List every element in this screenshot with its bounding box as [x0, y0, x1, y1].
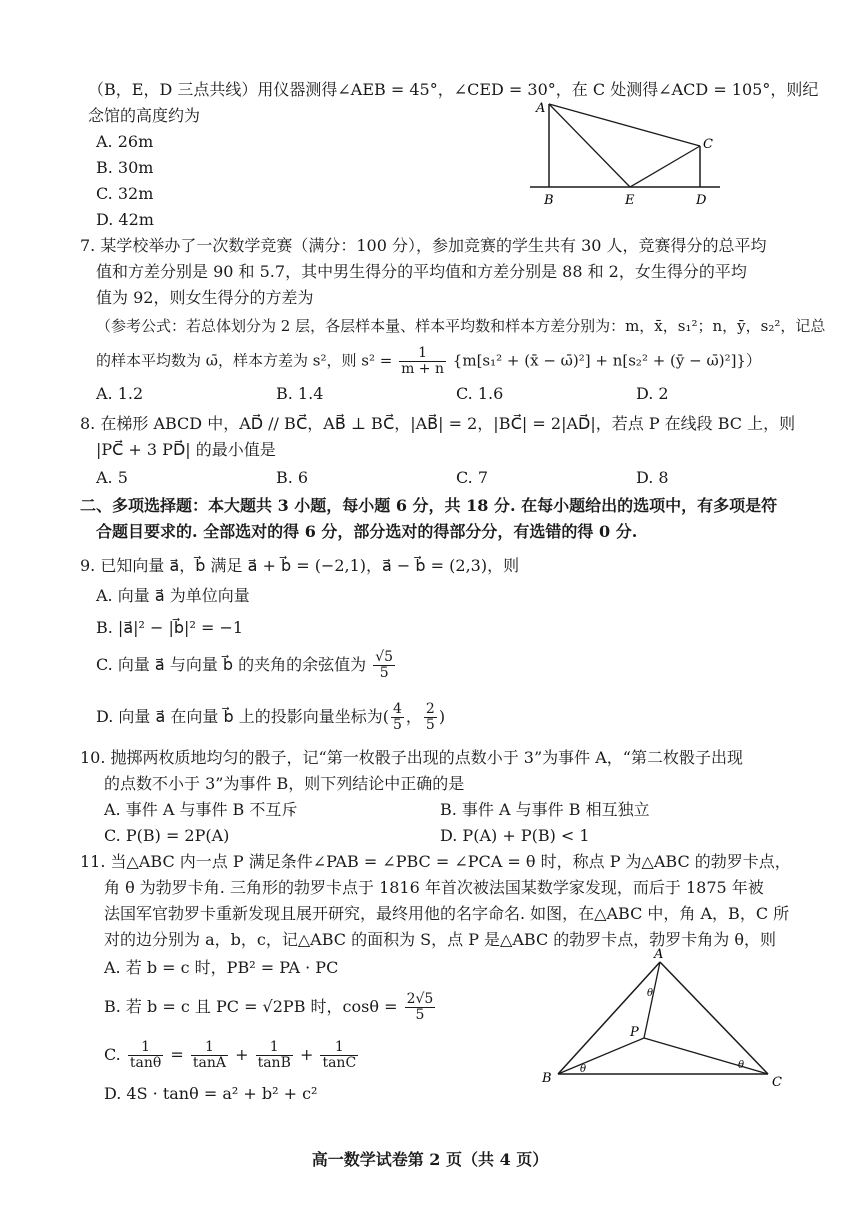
q8-option-a: A. 5	[96, 468, 128, 487]
q11-line1: 11. 当△ABC 内一点 P 满足条件∠PAB = ∠PBC = ∠PCA = θ 时，称点 P 为△ABC 的勃罗卡点，	[80, 852, 791, 871]
q11-theta-c: θ	[738, 1060, 745, 1071]
q11-label-a: A	[654, 947, 664, 962]
q6-label-e: E	[625, 193, 635, 208]
q10-option-c: C. P(B) = 2P(A)	[104, 826, 230, 845]
q9-option-c: C. 向量 a⃗ 与向量 b⃗ 的夹角的余弦值为 $\frac{√5}{5}$	[96, 649, 394, 681]
q11-option-a: A. 若 b = c 时，PB² = PA · PC	[104, 958, 339, 977]
q7-line3: 值为 92，则女生得分的方差为	[96, 288, 314, 307]
q11-option-b: B. 若 b = c 且 PC = √2PB 时，cosθ = $\frac{2√5}{5}$	[104, 991, 434, 1023]
q6-intro-line1: （B，E，D 三点共线）用仪器测得∠AEB = 45°，∠CED = 30°，在 C 处测得∠ACD = 105°，则纪	[88, 80, 819, 99]
q8-option-c: C. 7	[456, 468, 489, 487]
q6-option-c: C. 32m	[96, 184, 154, 203]
q9-stem: 9. 已知向量 a⃗，b⃗ 满足 a⃗ + b⃗ = (−2,1)，a⃗ − b⃗ = (2,3)，则	[80, 556, 520, 575]
q11-option-c: C. $\frac{1}{\tan\theta}$ = $\frac{1}{\tan A}$ + $\frac{1}{\tan B}$ + $\frac{1}{\tan C}$	[104, 1039, 357, 1071]
q6-intro-line2: 念馆的高度约为	[88, 106, 201, 125]
q6-label-a: A	[536, 101, 546, 116]
q10-option-d: D. P(A) + P(B) < 1	[440, 826, 590, 845]
q7-option-b: B. 1.4	[276, 384, 324, 403]
section2-line2: 合题目要求的. 全部选对的得 6 分，部分选对的得部分分，有选错的得 0 分.	[96, 522, 638, 541]
q6-label-c: C	[703, 137, 713, 152]
section2-line1: 二、多项选择题：本大题共 3 小题，每小题 6 分，共 18 分. 在每小题给出的选项中，有多项是符	[80, 496, 778, 515]
q9-c-fraction: $\frac{√5}{5}$	[375, 649, 394, 681]
q9-option-d: D. 向量 a⃗ 在向量 b⃗ 上的投影向量坐标为( $\frac{4}{5}$ ， $\frac{2}{5}$ )	[96, 701, 446, 733]
q7-line5-pre: 的样本平均数为 ω̄，样本方差为 s²，则 s² =	[96, 351, 393, 370]
q6-label-b: B	[544, 193, 554, 208]
q10-option-b: B. 事件 A 与事件 B 相互独立	[440, 800, 650, 819]
q8-line1: 8. 在梯形 ABCD 中，AD⃗ // BC⃗，AB⃗ ⊥ BC⃗，|AB⃗| = 2，|BC⃗| = 2|AD⃗|，若点 P 在线段 BC 上，则	[80, 414, 796, 433]
q11-line3: 法国军官勃罗卡重新发现且展开研究，最终用他的名字命名. 如图，在△ABC 中，角 A，B，C 所	[104, 904, 790, 923]
q10-line1: 10. 抛掷两枚质地均匀的骰子，记“第一枚骰子出现的点数小于 3”为事件 A，“第二枚骰子出现	[80, 748, 743, 767]
q11-label-c: C	[772, 1075, 782, 1090]
q10-option-a: A. 事件 A 与事件 B 不互斥	[104, 800, 298, 819]
q8-option-b: B. 6	[276, 468, 309, 487]
q11-label-p: P	[630, 1025, 639, 1040]
q7-line2: 值和方差分别是 90 和 5.7，其中男生得分的平均值和方差分别是 88 和 2，女生得分的平均	[96, 262, 747, 281]
q10-line2: 的点数不小于 3”为事件 B，则下列结论中正确的是	[104, 774, 465, 793]
q6-option-a: A. 26m	[96, 132, 154, 151]
q6-figure	[520, 96, 740, 212]
q7-line4: （参考公式：若总体划分为 2 层，各层样本量、样本平均数和样本方差分别为：m，x̄，s₁²；n，ȳ，s₂²，记总	[96, 317, 826, 335]
q6-option-b: B. 30m	[96, 158, 154, 177]
q9-option-b: B. |a⃗|² − |b⃗|² = −1	[96, 618, 244, 637]
q11-line2: 角 θ 为勃罗卡角. 三角形的勃罗卡点于 1816 年首次被法国某数学家发现，而后于 1875 年被	[104, 878, 764, 897]
q8-option-d: D. 8	[636, 468, 669, 487]
q6-option-d: D. 42m	[96, 210, 154, 229]
q8-line2: |PC⃗ + 3 PD⃗| 的最小值是	[96, 440, 276, 459]
q7-option-a: A. 1.2	[96, 384, 144, 403]
q11-option-d: D. 4S · tanθ = a² + b² + c²	[104, 1084, 318, 1103]
q6-label-d: D	[696, 193, 707, 208]
q11-theta-b: θ	[580, 1064, 587, 1075]
q11-label-b: B	[542, 1071, 552, 1086]
q7-line1: 7. 某学校举办了一次数学竞赛（满分：100 分），参加竞赛的学生共有 30 人，竞赛得分的总平均	[80, 236, 767, 255]
q11-theta-a: θ	[647, 988, 654, 999]
q9-option-a: A. 向量 a⃗ 为单位向量	[96, 586, 250, 605]
q7-fraction: $\frac{1}{m + n}$	[401, 345, 445, 377]
page-footer: 高一数学试卷第 2 页（共 4 页）	[311, 1150, 549, 1169]
q7-option-c: C. 1.6	[456, 384, 504, 403]
q11-b-fraction: $\frac{2√5}{5}$	[406, 991, 434, 1023]
q11-figure	[530, 946, 790, 1096]
q7-line5	[96, 346, 761, 377]
q11-line4: 对的边分别为 a，b，c，记△ABC 的面积为 S，点 P 是△ABC 的勃罗卡点，勃罗卡角为 θ，则	[104, 930, 777, 949]
q7-line5-post: {m[s₁² + (x̄ − ω̄)²] + n[s₂² + (ȳ − ω̄)²]}）	[452, 351, 761, 370]
q7-option-d: D. 2	[636, 384, 669, 403]
